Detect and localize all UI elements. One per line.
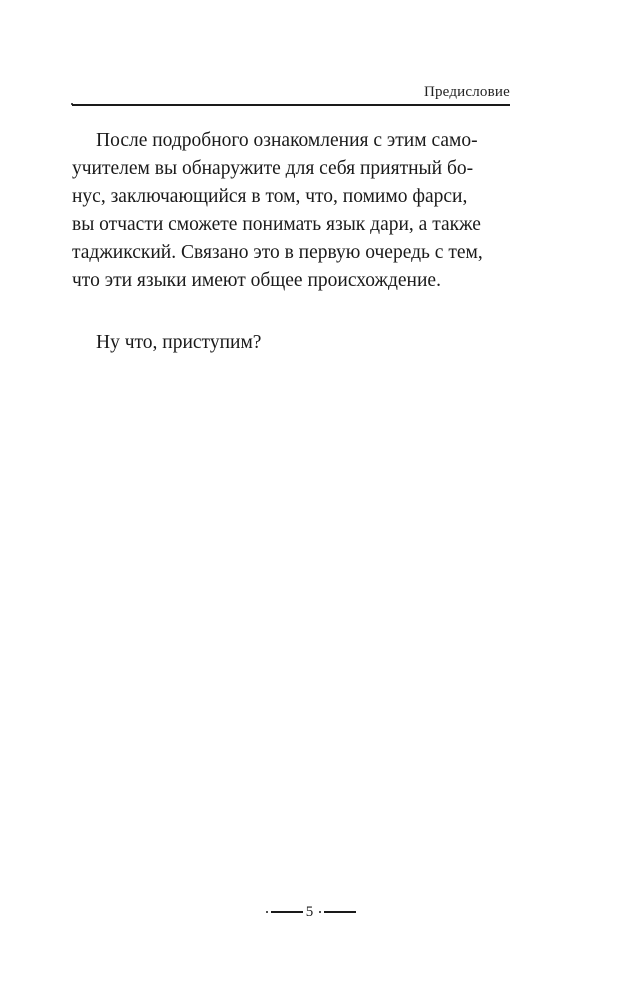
paragraph-1-line: что эти языки имеют общее происхождение.: [72, 270, 441, 291]
paragraph-1-line: вы отчасти сможете понимать язык дари, а также: [72, 214, 481, 235]
running-header: [72, 80, 510, 108]
paragraph-gap: [72, 295, 510, 329]
paragraph-1-line: учителем вы обнаружите для себя приятный бо-: [72, 158, 474, 179]
paragraph-1-line: После подробного ознакомления с этим само-: [96, 130, 478, 151]
paragraph-1-line: нус, заключающийся в том, что, помимо фарси,: [72, 186, 468, 207]
paragraph-1: [72, 127, 510, 295]
header-rule: [72, 104, 510, 106]
main-text: [72, 127, 510, 357]
footer-dot-right: [319, 911, 321, 913]
paragraph-1-line: таджикский. Связано это в первую очередь с тем,: [72, 242, 483, 263]
paragraph-2-line: Ну что, приступим?: [96, 332, 262, 353]
footer-dot-left: [266, 911, 268, 913]
page-footer: [0, 900, 619, 924]
paragraph-2: [72, 329, 510, 357]
footer-dash-right: [324, 911, 356, 913]
section-title: Предисловие: [423, 84, 510, 100]
footer-dash-left: [271, 911, 303, 913]
page-number: 5: [305, 903, 314, 920]
